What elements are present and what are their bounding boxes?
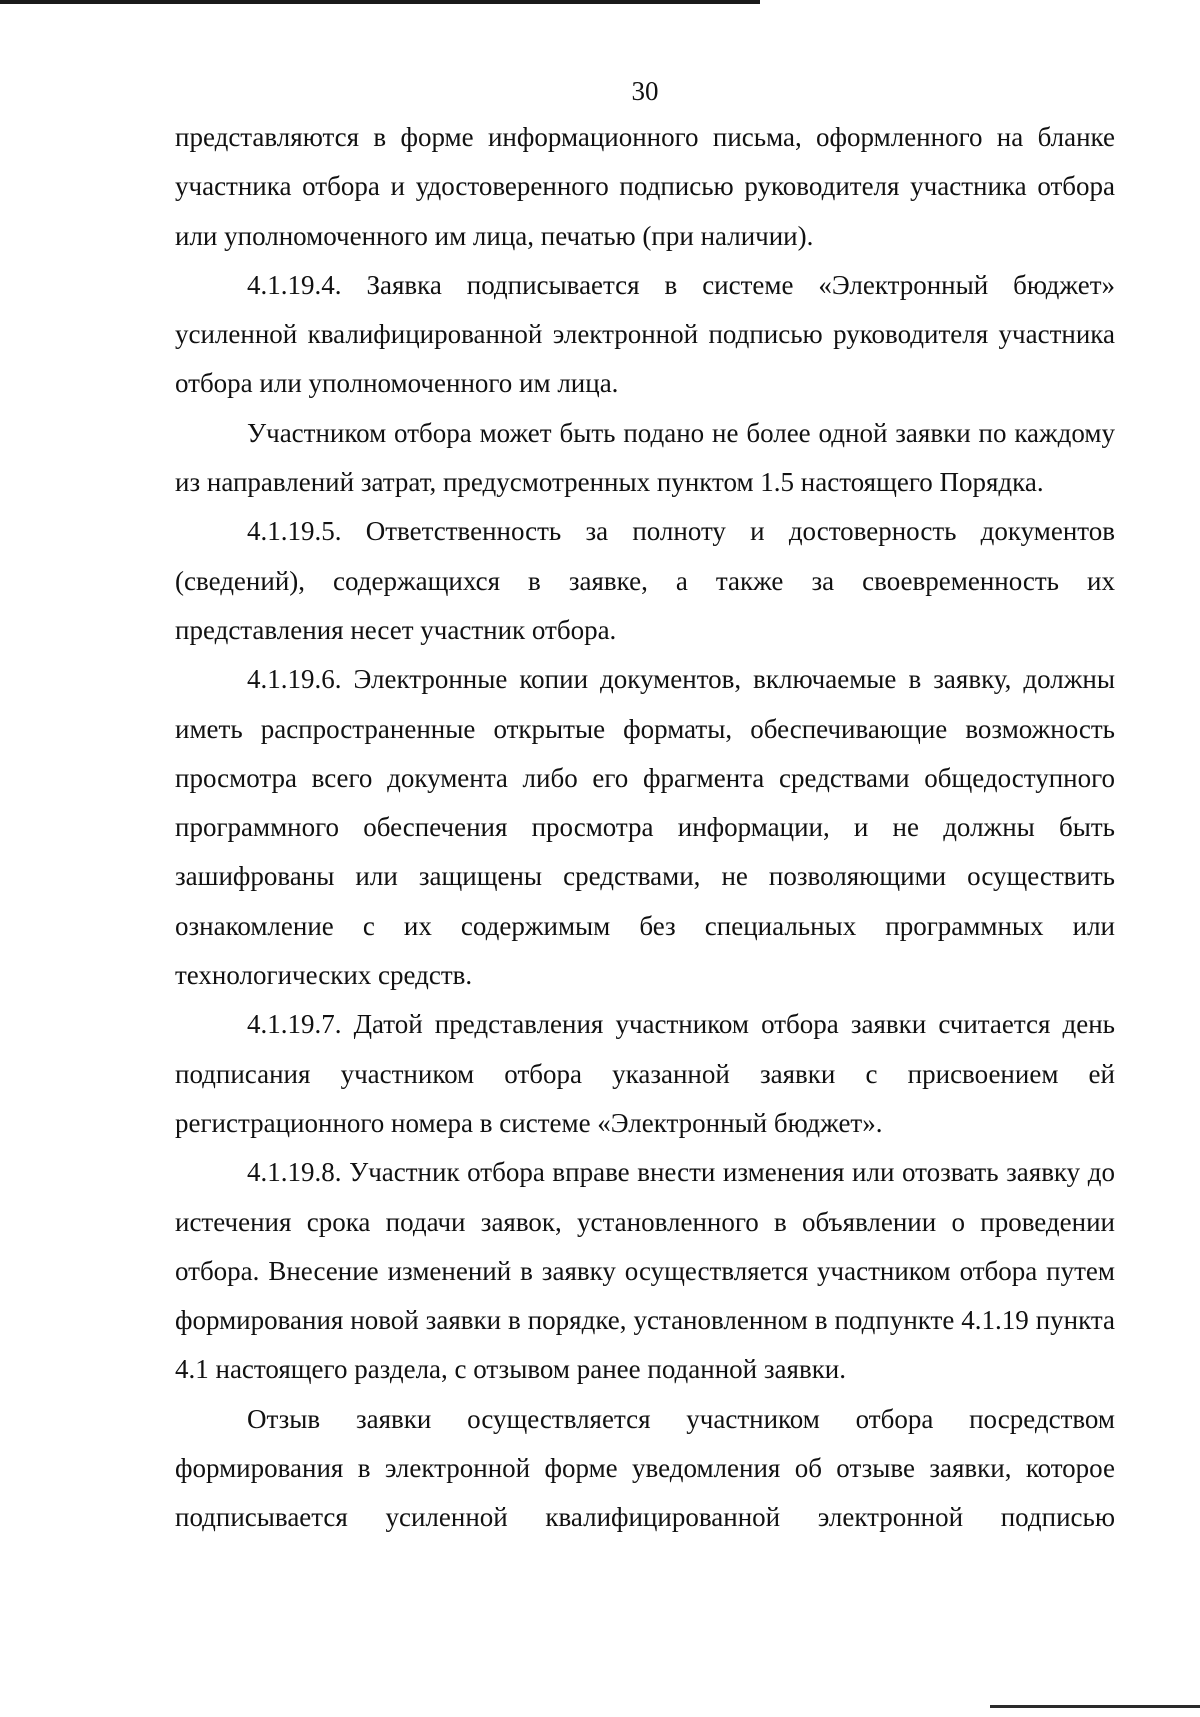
- paragraph-single-application: Участником отбора может быть подано не более одной заявки по каждому из направлений затрат, предусмотренных пунктом 1.5 настоящего Порядка.: [175, 417, 1115, 498]
- page-number: 30: [631, 76, 659, 106]
- paragraph-4-1-19-4: 4.1.19.4. Заявка подписывается в системе «Электронный бюджет» усиленной квалифицированной электронной подписью руководителя участника отбора или уполномоченного им лица.: [175, 269, 1115, 399]
- paragraph-4-1-19-5: 4.1.19.5. Ответственность за полноту и достоверность документов (сведений), содержащихся в заявке, а также за своевременность их представления несет участник отбора.: [175, 516, 1115, 645]
- paragraph-4-1-19-7: 4.1.19.7. Датой представления участником отбора заявки считается день подписания участником отбора указанной заявки с присвоением ей регистрационного номера в системе «Электронный бюджет».: [175, 1009, 1115, 1138]
- paragraph-continuation: представляются в форме информационного письма, оформленного на бланке участника отбора и удостоверенного подписью руководителя участника отбора или уполномоченного им лица, печатью (при наличии).: [175, 122, 1115, 251]
- document-body: [175, 113, 1115, 1543]
- paragraph-withdrawal: Отзыв заявки осуществляется участником отбора посредством формирования в электронной форме уведомления об отзыве заявки, которое подписывается усиленной квалифицированной электронной подписью: [175, 1403, 1115, 1533]
- paragraph-4-1-19-6: 4.1.19.6. Электронные копии документов, включаемые в заявку, должны иметь распространенные открытые форматы, обеспечивающие возможность просмотра всего документа либо его фрагмента средствами общедоступного программного обеспечения просмотра информации, и не должны быть зашифрованы или защищены средствами, не позволяющими осуществить ознакомление с их содержимым без специальных программных или технологических средств.: [175, 664, 1115, 991]
- scan-edge-top: [0, 0, 760, 4]
- paragraph-4-1-19-8: 4.1.19.8. Участник отбора вправе внести изменения или отозвать заявку до истечения срока подачи заявок, установленного в объявлении о проведении отбора. Внесение изменений в заявку осуществляется участником отбора путем формирования новой заявки в порядке, установленном в подпункте 4.1.19 пункта 4.1 настоящего раздела, с отзывом ранее поданной заявки.: [175, 1157, 1115, 1385]
- scan-edge-bottom: [990, 1705, 1200, 1708]
